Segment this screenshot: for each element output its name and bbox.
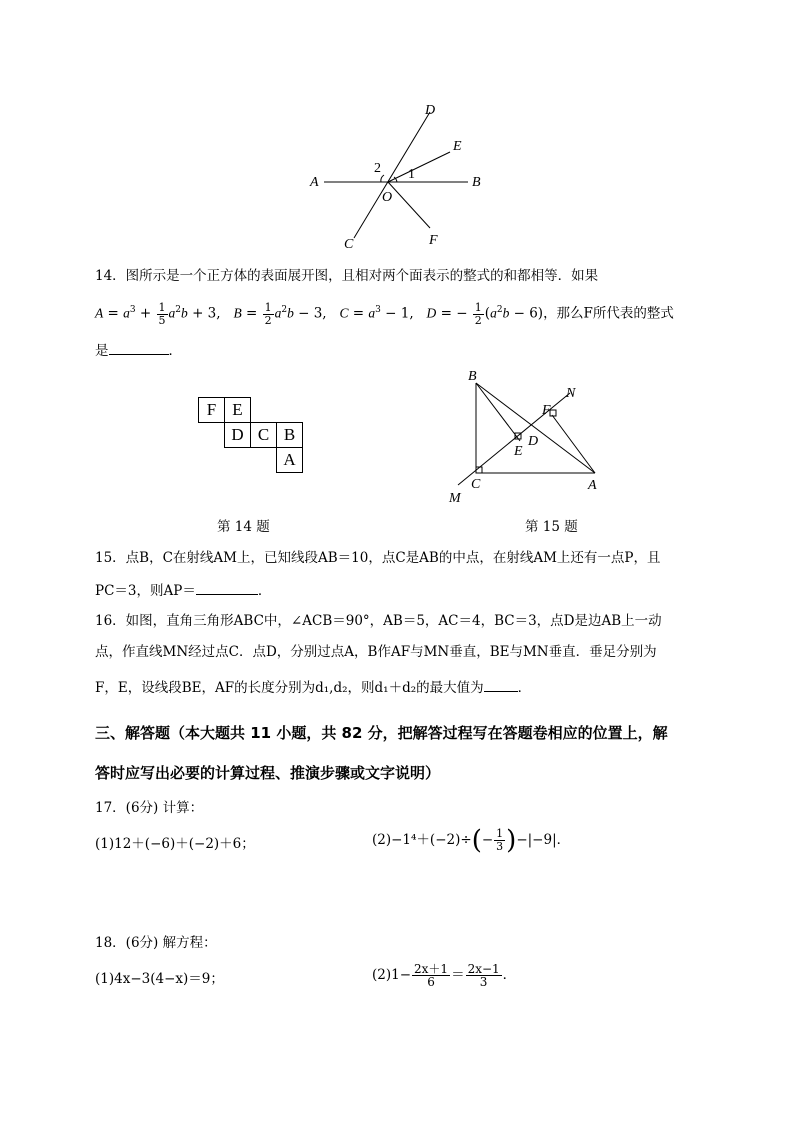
face-e: E [225,398,251,423]
q16-answer-blank[interactable] [484,677,518,692]
label-2: 2 [374,161,381,176]
label-1: 1 [408,167,415,182]
label-m15: M [449,491,461,506]
label-c15: C [471,477,481,492]
label-d15: D [528,434,539,449]
angle-2-arc [381,175,384,182]
line-mn [458,393,570,485]
label-b: B [472,175,481,190]
q17-part2: (2)−1⁴＋(−2)÷(− $\frac{1}{3}$ )−|−9|． [372,825,571,856]
label-e: E [453,139,462,154]
figure-angles [300,98,500,258]
figure-triangle [440,365,615,510]
caption-fig14: 第 14 题 [217,519,270,535]
label-f15: F [542,403,551,418]
segment-af [552,415,595,473]
q15-line1: 15．点B，C在射线AM上，已知线段AB＝10，点C是AB的中点，在射线AM上还有一点P，且 [95,550,661,566]
label-c: C [344,237,354,252]
q15-answer-blank[interactable] [196,580,258,595]
right-angle-f [550,410,556,416]
caption-fig15: 第 15 题 [525,519,578,535]
segment-ab [476,383,595,473]
q18-title: 18．(6分) 解方程： [95,935,217,951]
q14-line2-tail: ，那么F所代表的整式 [543,305,674,322]
face-b: B [277,423,303,448]
segment-be [476,383,520,441]
label-n15: N [566,386,576,401]
q15-line2: PC＝3，则AP＝ ． [95,580,271,601]
cube-net [198,397,303,473]
face-a: A [277,448,303,473]
q14-line3: 是 ． [95,340,182,361]
label-b15: B [468,369,477,384]
label-a15: A [588,478,597,493]
q16-line1: 16．如图，直角三角形ABC中，∠ACB＝90°，AB＝5，AC＝4，BC＝3，点D是边AB上一动 [95,613,662,629]
label-d: D [425,103,436,118]
q18-part2: (2)1− $\frac{2x+1}{6}$ ＝ $\frac{2x-1}{3}$ ． [372,962,517,989]
line-cd [354,112,430,238]
label-f: F [429,233,438,248]
face-d: D [225,423,251,448]
label-o: O [382,190,393,205]
section3-line1: 三、解答题（本大题共 11 小题，共 82 分，把解答过程写在答题卷相应的位置上，解 [95,724,668,742]
section3-line2: 答时应写出必要的计算过程、推演步骤或文字说明） [95,764,441,782]
q14-answer-blank[interactable] [109,340,169,355]
face-c: C [251,423,277,448]
q16-line2: 点，作直线MN经过点C．点D，分别过点A，B作AF与MN垂直，BE与MN垂直．垂足分别为 [95,644,657,660]
ray-of [388,182,430,228]
label-a: A [310,175,319,190]
q17-title: 17．(6分) 计算： [95,800,204,816]
q17-part1: (1)12＋(−6)＋(−2)＋6； [95,836,255,852]
q14-line2: $A = a^3$ + $\frac{1}{5}$ $a^2b + 3$, B = $\frac{1}{2}$ $a^2b - 3$, $C = a^3 - 1$, D = − $\frac{1}{2}$ $(a^2b - 6)$，那么F所代表的整式 [95,300,674,327]
q16-line3: F，E，设线段BE，AF的长度分别为d₁,d₂，则d₁＋d₂的最大值为 ． [95,677,531,698]
q18-part1: (1)4x−3(4−x)＝9； [95,971,224,987]
label-e15: E [514,444,523,459]
q14-line1: 14．图所示是一个正方体的表面展开图，且相对两个面表示的整式的和都相等．如果 [95,268,599,284]
face-f: F [199,398,225,423]
